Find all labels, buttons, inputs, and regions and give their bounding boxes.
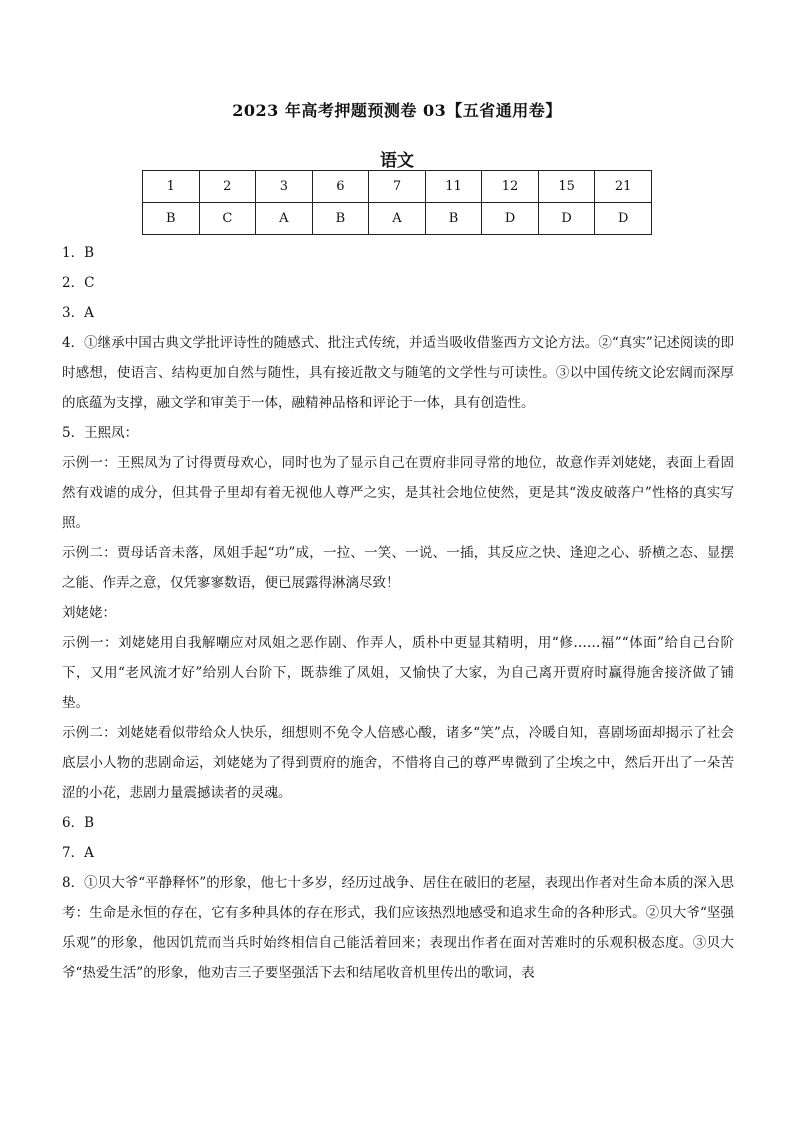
answer-content <box>62 238 734 988</box>
question-number: 21 <box>595 171 652 203</box>
question-number: 1 <box>143 171 200 203</box>
question-number: 7 <box>369 171 426 203</box>
answer-5-example: 示例一：王熙凤为了讨得贾母欢心，同时也为了显示自己在贾府非同寻常的地位，故意作弄刘姥姥，表面上看固然有戏谑的成分，但其骨子里却有着无视他人尊严之实，是其社会地位使然，更是其“泼皮破落户”性格的真实写照。 <box>62 455 734 531</box>
answer-5-heading: 5．王熙凤： <box>62 425 139 441</box>
answer-letter: A <box>256 203 313 235</box>
page-title: 2023 年高考押题预测卷 03【五省通用卷】 <box>232 101 562 120</box>
answer-5-example: 示例二：贾母话音未落，凤姐手起“功”成，一拉、一笑、一说、一插，其反应之快、逢迎之心、骄横之态、显摆之能、作弄之意，仅凭寥寥数语，便已展露得淋漓尽致！ <box>62 545 734 591</box>
answer-5-example: 示例二：刘姥姥看似带给众人快乐，细想则不免令人倍感心酸，诸多“笑”点，冷暖自知，喜剧场面却揭示了社会底层小人物的悲剧命运，刘姥姥为了得到贾府的施舍，不惜将自己的尊严卑微到了尘埃之中，然后开出了一朵苦涩的小花，悲剧力量震撼读者的灵魂。 <box>62 725 734 801</box>
answer-6: 6．B <box>62 815 95 831</box>
answer-7: 7．A <box>62 845 94 861</box>
answer-3: 3．A <box>62 305 94 321</box>
subject-heading: 语文 <box>380 151 414 171</box>
question-number: 2 <box>199 171 256 203</box>
answer-8: 8．①贝大爷“平静释怀”的形象，他七十多岁，经历过战争、居住在破旧的老屋，表现出作者对生命本质的深入思考：生命是永恒的存在，它有多种具体的存在形式，我们应该热烈地感受和追求生命的各种形式。②贝大爷“坚强乐观”的形象，他因饥荒而当兵时始终相信自己能活着回来；表现出作者在面对苦难时的乐观积极态度。③贝大爷“热爱生活”的形象，他劝吉三子要坚强活下去和结尾收音机里传出的歌词，表 <box>62 875 734 981</box>
answer-letter: D <box>538 203 595 235</box>
answer-1: 1．B <box>62 245 95 261</box>
answer-row <box>143 203 652 235</box>
question-number: 3 <box>256 171 313 203</box>
answer-letter: C <box>199 203 256 235</box>
question-number: 11 <box>425 171 482 203</box>
question-number-row <box>143 171 652 203</box>
question-number: 12 <box>482 171 539 203</box>
answer-letter: B <box>143 203 200 235</box>
answer-2: 2．C <box>62 275 95 291</box>
answer-letter: D <box>595 203 652 235</box>
answer-4: 4．①继承中国古典文学批评诗性的随感式、批注式传统，并适当吸收借鉴西方文论方法。②“真实”记述阅读的即时感想，使语言、结构更加自然与随性，具有接近散文与随笔的文学性与可读性。③以中国传统文论宏阔而深厚的底蕴为支撑，融文学和审美于一体，融精神品格和评论于一体，具有创造性。 <box>62 335 734 411</box>
answer-letter: D <box>482 203 539 235</box>
question-number: 15 <box>538 171 595 203</box>
answer-5-example: 示例一：刘姥姥用自我解嘲应对凤姐之恶作剧、作弄人，质朴中更显其精明，用“修……福”“体面”给自己台阶下，又用“老风流才好”给别人台阶下，既恭维了凤姐，又愉快了大家，为自己离开贾府时赢得施舍接济做了铺垫。 <box>62 635 734 711</box>
answer-letter: B <box>312 203 369 235</box>
answer-letter: A <box>369 203 426 235</box>
answer-table <box>142 170 652 235</box>
question-number: 6 <box>312 171 369 203</box>
answer-letter: B <box>425 203 482 235</box>
answer-5-subheading: 刘姥姥： <box>62 605 116 621</box>
